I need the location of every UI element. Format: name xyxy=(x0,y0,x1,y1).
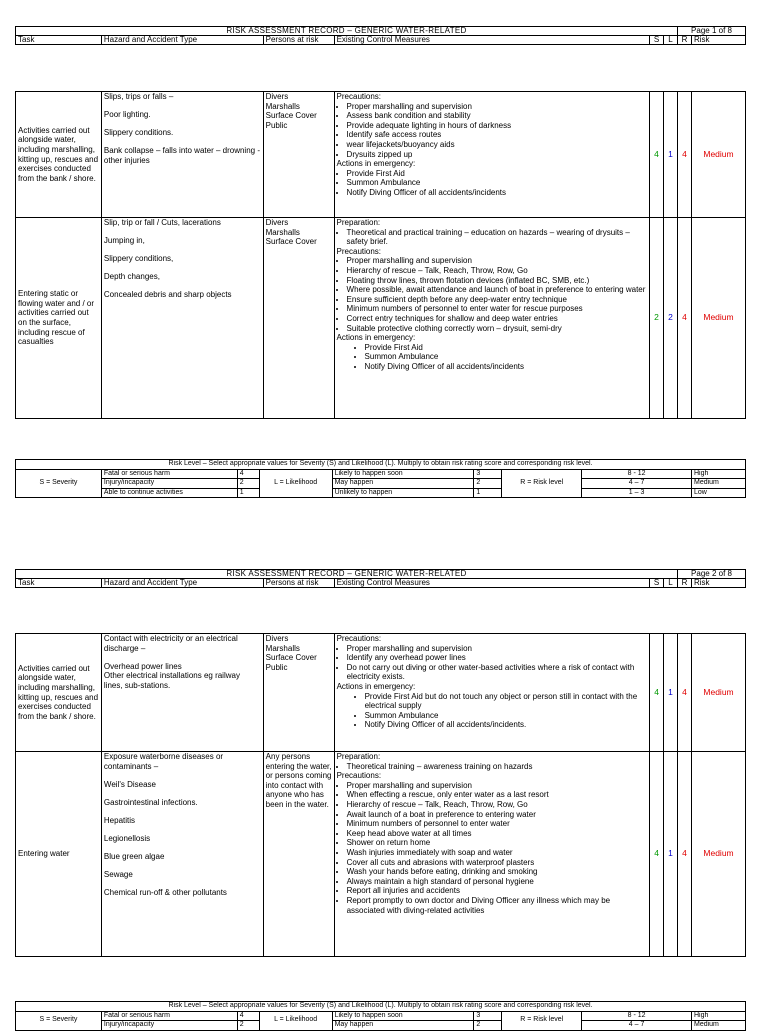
col-s: S xyxy=(650,579,664,588)
page2-risk-level-key xyxy=(15,1001,746,1031)
likelihood-option: May happen xyxy=(332,1021,474,1031)
table-row xyxy=(16,92,746,218)
list-item: • Identify any overhead power lines xyxy=(347,653,647,663)
list-item: • Floating throw lines, thrown flotation devices (inflated BC, SMB, etc.) xyxy=(347,276,648,286)
section-heading: Preparation: xyxy=(336,752,381,761)
hazard-item: Chemical run-off & other pollutants xyxy=(103,888,227,898)
severity-label: S = Severity xyxy=(16,1011,102,1030)
severity-score: 2 xyxy=(237,479,259,489)
record-title: RISK ASSESSMENT RECORD – GENERIC WATER-RELATED xyxy=(16,27,678,36)
severity-option: Injury/incapacity xyxy=(101,1021,237,1031)
controls-cell xyxy=(334,752,649,957)
likelihood-label: L = Likelihood xyxy=(259,469,332,498)
list-item: • When effecting a rescue, only enter water as a last resort xyxy=(347,790,647,800)
list-item: • Hierarchy of rescue – Talk, Reach, Throw, Row, Go xyxy=(347,266,648,276)
list-item: • Summon Ambulance xyxy=(347,178,648,188)
page1-header-table xyxy=(15,26,746,45)
list-item: • Hierarchy of rescue – Talk, Reach, Throw, Row, Go xyxy=(347,800,647,810)
list-item: • Proper marshalling and supervision xyxy=(347,256,648,266)
section-heading: Preparation: xyxy=(336,218,381,227)
hazard-item: Overhead power lines Other electrical installations eg railway lines, sub-stations. xyxy=(103,661,240,690)
col-l: L xyxy=(664,579,678,588)
col-r: R xyxy=(678,36,692,45)
col-task: Task xyxy=(16,579,102,588)
col-l: L xyxy=(664,36,678,45)
hazard-item: Hepatitis xyxy=(103,815,136,825)
severity-option: Fatal or serious harm xyxy=(101,1011,237,1021)
hazard-cell xyxy=(101,92,263,218)
risk-range: 8 - 12 xyxy=(582,1011,692,1021)
likelihood-value: 1 xyxy=(664,634,678,752)
risk-range: 8 - 12 xyxy=(582,469,692,479)
list-item: • Proper marshalling and supervision xyxy=(347,644,647,654)
hazard-item: Bank collapse – falls into water – drowning - other injuries xyxy=(103,146,260,165)
list-item: • Identify safe access routes xyxy=(347,130,648,140)
list-item: • Proper marshalling and supervision xyxy=(347,781,647,791)
list-item: • wear lifejackets/buoyancy aids xyxy=(347,140,648,150)
list-item: • Shower on return home xyxy=(347,838,647,848)
hazard-item: Legionellosis xyxy=(103,833,151,843)
col-hazard: Hazard and Accident Type xyxy=(101,579,263,588)
col-risk: Risk xyxy=(692,579,746,588)
risk-level-value: Medium xyxy=(692,92,746,218)
severity-label: S = Severity xyxy=(16,469,102,498)
list-item: • Provide adequate lighting in hours of darkness xyxy=(347,121,648,131)
persons-cell: Divers Marshalls Surface Cover Public xyxy=(263,634,334,752)
hazard-item: Weil's Disease xyxy=(103,779,156,789)
list-item: • Theoretical and practical training – education on hazards – wearing of drysuits – safety brief. xyxy=(347,228,648,247)
hazard-item: Slippery conditions. xyxy=(103,128,174,138)
list-item: • Provide First Aid xyxy=(365,343,648,353)
page1-risk-level-key xyxy=(15,459,746,498)
list-item: • Suitable protective clothing correctly worn – drysuit, semi-dry xyxy=(347,324,648,334)
hazard-item: Sewage xyxy=(103,870,133,880)
list-item: • Ensure sufficient depth before any deep-water entry technique xyxy=(347,295,648,305)
section-heading: Actions in emergency: xyxy=(336,333,416,343)
likelihood-score: 2 xyxy=(474,479,502,489)
list-item: • Summon Ambulance xyxy=(365,352,648,362)
col-hazard: Hazard and Accident Type xyxy=(101,36,263,45)
hazard-item: Contact with electricity or an electrical discharge – xyxy=(103,634,238,653)
section-heading: Precautions: xyxy=(336,634,382,643)
section-heading: Actions in emergency: xyxy=(336,159,416,169)
risk-level-name: High xyxy=(691,1011,745,1021)
hazard-item: Blue green algae xyxy=(103,852,165,862)
col-task: Task xyxy=(16,36,102,45)
list-item: • Report all injuries and accidents xyxy=(347,886,647,896)
likelihood-value: 2 xyxy=(664,218,678,419)
list-item: • Minimum numbers of personnel to enter water for rescue purposes xyxy=(347,304,648,314)
severity-option: Fatal or serious harm xyxy=(101,469,237,479)
table-row xyxy=(16,218,746,419)
risk-label: R = Risk level xyxy=(502,469,582,498)
task-cell: Activities carried out alongside water, including marshalling, kitting up, rescues and exercises conducted from the bank / shore. xyxy=(16,634,102,752)
persons-cell: Divers Marshalls Surface Cover xyxy=(263,218,334,419)
section-heading: Precautions: xyxy=(336,246,382,256)
list-item: • Notify Diving Officer of all accidents/incidents. xyxy=(365,720,647,730)
task-cell: Entering static or flowing water and / or activities carried out on the surface, including rescue of casualties xyxy=(16,218,102,419)
hazard-item: Poor lighting. xyxy=(103,110,151,120)
hazard-item: Exposure waterborne diseases or contaminants – xyxy=(103,752,224,771)
risk-range: 4 – 7 xyxy=(582,479,692,489)
risk-level-name: High xyxy=(691,469,745,479)
list-item: • Always maintain a high standard of personal hygiene xyxy=(347,877,647,887)
list-item: • Proper marshalling and supervision xyxy=(347,102,648,112)
col-controls: Existing Control Measures xyxy=(334,36,649,45)
hazard-item: Gastrointestinal infections. xyxy=(103,797,198,807)
list-item: • Cover all cuts and abrasions with waterproof plasters xyxy=(347,858,647,868)
list-item: • Summon Ambulance xyxy=(365,711,647,721)
list-item: • Drysuits zipped up xyxy=(347,150,648,160)
hazard-item: Slips, trips or falls – xyxy=(103,92,174,101)
list-item: • Keep head above water at all times xyxy=(347,829,647,839)
likelihood-option: Unlikely to happen xyxy=(332,488,474,498)
risk-rating-value: 4 xyxy=(678,752,692,957)
likelihood-score: 3 xyxy=(474,1011,502,1021)
list-item: • Theoretical training – awareness training on hazards xyxy=(347,762,647,772)
risk-range: 1 – 3 xyxy=(582,488,692,498)
likelihood-label: L = Likelihood xyxy=(259,1011,332,1030)
col-persons: Persons at risk xyxy=(263,36,334,45)
severity-value: 4 xyxy=(650,634,664,752)
likelihood-score: 2 xyxy=(474,1021,502,1031)
list-item: • Provide First Aid but do not touch any object or person still in contact with the electrical supply xyxy=(365,692,647,711)
risk-level-caption: Risk Level – Select appropriate values for Severity (S) and Likelihood (L). Multiply to obtain risk rating score and corresponding risk level. xyxy=(16,1002,746,1012)
list-item: • Provide First Aid xyxy=(347,169,648,179)
hazard-cell xyxy=(101,752,263,957)
hazard-cell xyxy=(101,218,263,419)
col-r: R xyxy=(678,579,692,588)
page-number: Page 1 of 8 xyxy=(678,27,746,36)
severity-value: 2 xyxy=(650,218,664,419)
severity-option: Able to continue activities xyxy=(101,488,237,498)
list-item: • Await launch of a boat in preference to entering water xyxy=(347,810,647,820)
risk-level-name: Medium xyxy=(691,479,745,489)
section-heading: Precautions: xyxy=(336,92,382,101)
severity-score: 4 xyxy=(237,1011,259,1021)
col-persons: Persons at risk xyxy=(263,579,334,588)
risk-label: R = Risk level xyxy=(502,1011,582,1030)
list-item: • Wash injuries immediately with soap and water xyxy=(347,848,647,858)
risk-rating-value: 4 xyxy=(678,92,692,218)
likelihood-value: 1 xyxy=(664,92,678,218)
list-item: • Wash your hands before eating, drinking and smoking xyxy=(347,867,647,877)
list-item: • Correct entry techniques for shallow and deep water entries xyxy=(347,314,648,324)
risk-level-value: Medium xyxy=(692,752,746,957)
risk-level-value: Medium xyxy=(692,634,746,752)
page2-header-table xyxy=(15,569,746,588)
risk-level-value: Medium xyxy=(692,218,746,419)
hazard-item: Slip, trip or fall / Cuts, lacerations xyxy=(103,218,221,227)
likelihood-option: May happen xyxy=(332,479,474,489)
col-s: S xyxy=(650,36,664,45)
controls-cell xyxy=(334,634,649,752)
list-item: • Where possible, await attendance and launch of boat in preference to entering water xyxy=(347,285,648,295)
list-item: • Assess bank condition and stability xyxy=(347,111,648,121)
task-cell: Activities carried out alongside water, including marshalling, kitting up, rescues and exercises conducted from the bank / shore. xyxy=(16,92,102,218)
hazard-item: Concealed debris and sharp objects xyxy=(103,290,232,300)
severity-score: 1 xyxy=(237,488,259,498)
risk-level-name: Medium xyxy=(691,1021,745,1031)
risk-level-caption: Risk Level – Select appropriate values for Severity (S) and Likelihood (L). Multiply to obtain risk rating score and corresponding risk level. xyxy=(16,460,746,470)
hazard-cell xyxy=(101,634,263,752)
severity-value: 4 xyxy=(650,752,664,957)
controls-cell xyxy=(334,218,650,419)
table-row xyxy=(16,752,746,957)
hazard-item: Jumping in, xyxy=(103,236,145,246)
controls-cell xyxy=(334,92,650,218)
table-row xyxy=(16,634,746,752)
severity-score: 4 xyxy=(237,469,259,479)
risk-range: 4 – 7 xyxy=(582,1021,692,1031)
severity-score: 2 xyxy=(237,1021,259,1031)
likelihood-option: Likely to happen soon xyxy=(332,1011,474,1021)
severity-option: Injury/incapacity xyxy=(101,479,237,489)
task-cell: Entering water xyxy=(16,752,102,957)
likelihood-score: 3 xyxy=(474,469,502,479)
persons-cell: Any persons entering the water, or persons coming into contact with anyone who has been in the water. xyxy=(263,752,334,957)
severity-value: 4 xyxy=(650,92,664,218)
section-heading: Precautions: xyxy=(336,771,382,781)
list-item: • Notify Diving Officer of all accidents/incidents xyxy=(365,362,648,372)
section-heading: Actions in emergency: xyxy=(336,681,416,691)
hazard-item: Depth changes, xyxy=(103,272,160,282)
persons-cell: Divers Marshalls Surface Cover Public xyxy=(263,92,334,218)
page-number: Page 2 of 8 xyxy=(678,570,746,579)
page1-assessment-table xyxy=(15,91,746,419)
likelihood-option: Likely to happen soon xyxy=(332,469,474,479)
risk-rating-value: 4 xyxy=(678,218,692,419)
list-item: • Do not carry out diving or other water-based activities where a risk of contact with electricity exists. xyxy=(347,663,647,682)
list-item: • Report promptly to own doctor and Diving Officer any illness which may be associated with diving-related activities xyxy=(347,896,647,915)
risk-level-name: Low xyxy=(691,488,745,498)
hazard-item: Slippery conditions, xyxy=(103,254,174,264)
list-item: • Minimum numbers of personnel to enter water xyxy=(347,819,647,829)
likelihood-score: 1 xyxy=(474,488,502,498)
record-title: RISK ASSESSMENT RECORD – GENERIC WATER-RELATED xyxy=(16,570,678,579)
list-item: • Notify Diving Officer of all accidents/incidents xyxy=(347,188,648,198)
page2-assessment-table xyxy=(15,633,746,957)
col-controls: Existing Control Measures xyxy=(334,579,649,588)
likelihood-value: 1 xyxy=(664,752,678,957)
col-risk: Risk xyxy=(692,36,746,45)
risk-rating-value: 4 xyxy=(678,634,692,752)
